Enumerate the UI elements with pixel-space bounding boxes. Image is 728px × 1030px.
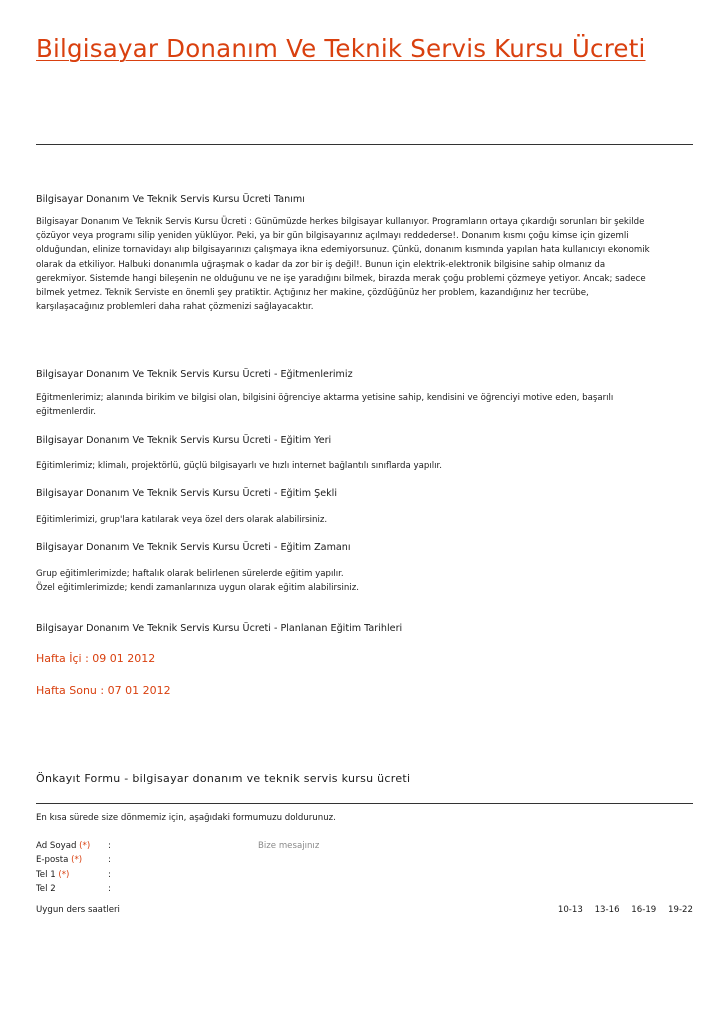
paragraph-line: Bilgisayar Donanım Ve Teknik Servis Kursu Ücreti : Günümüzde herkes bilgisayar kullanıyor. Programların ortaya çıkardığı sorunları bir şekilde: [36, 217, 645, 227]
paragraph-line: Grup eğitimlerimizde; haftalık olarak belirlenen sürelerde eğitim yapılır.: [36, 569, 344, 579]
instructors-heading: Bilgisayar Donanım Ve Teknik Servis Kursu Ücreti - Eğitmenlerimiz: [36, 369, 353, 380]
form-divider: [36, 803, 693, 804]
hours-option[interactable]: 16-19: [631, 905, 657, 915]
paragraph-line: Eğitimlerimiz; klimalı, projektörlü, güçlü bilgisayarlı ve hızlı internet bağlantılı sınıflarda yapılır.: [36, 461, 442, 471]
name-label: Ad Soyad (*): [36, 841, 91, 851]
field-colon: :: [108, 870, 111, 880]
paragraph-line: karşılaşacağınız problemleri daha rahat çözmenizi sağlayacaktır.: [36, 302, 314, 313]
email-field[interactable]: [36, 853, 236, 867]
hours-option[interactable]: 10-13: [557, 905, 583, 915]
hours-label: Uygun ders saatleri: [36, 905, 120, 915]
paragraph-line: Eğitimlerimizi, grup'lara katılarak veya özel ders olarak alabilirsiniz.: [36, 515, 328, 525]
name-field[interactable]: [36, 839, 236, 853]
field-colon: :: [108, 884, 111, 894]
paragraph-line: çözüyor veya programı silip yeniden yüklüyor. Peki, ya bir gün bilgisayarınız açılmayı reddederse!. Donanım kısmı çoğu kimse için gizemli: [36, 231, 629, 242]
paragraph-line: gerekmiyor. Sistemde hangi bileşenin ne olduğunu ve ne işe yaradığını bilmek, birazda merak çoğu problemi çözmeye yetiyor. Ancak; sadece: [36, 273, 646, 284]
paragraph-line: bilmek yetmez. Teknik Serviste en önemli şey pratiktir. Açtığınız her makine, çözdüğünüz her problem, kazandığınız her tecrübe,: [36, 288, 589, 299]
tel1-label: Tel 1 (*): [36, 870, 70, 880]
timing-paragraph: [36, 567, 688, 595]
paragraph-line: eğitmenlerdir.: [36, 407, 96, 418]
weekend-date: Hafta Sonu : 07 01 2012: [36, 684, 171, 697]
form-intro: En kısa sürede size dönmemiz için, aşağıdaki formumuzu doldurunuz.: [36, 813, 336, 823]
title-divider: [36, 144, 693, 145]
field-colon: :: [108, 855, 111, 865]
weekday-date: Hafta İçi : 09 01 2012: [36, 652, 156, 665]
page-title: Bilgisayar Donanım Ve Teknik Servis Kursu Ücreti: [36, 34, 646, 63]
tel1-field[interactable]: [36, 868, 236, 882]
format-paragraph: [36, 513, 688, 527]
required-marker: (*): [58, 870, 70, 880]
message-textarea[interactable]: Bize mesajınız: [258, 841, 320, 851]
form-title: Önkayıt Formu - bilgisayar donanım ve teknik servis kursu ücreti: [36, 772, 411, 785]
hours-option[interactable]: 19-22: [668, 905, 693, 915]
paragraph-line: olarak da etkiliyor. Halbuki donanımla uğraşmak o kadar da zor bir iş değil!. Bunun için elektrik-elektronik bilgisine sahip olmanız da: [36, 259, 606, 270]
paragraph-line: Eğitmenlerimiz; alanında birikim ve bilgisi olan, bilgisini öğrenciye aktarma yetisine sahip, kendisini ve öğrenciyi motive eden, başarılı: [36, 393, 614, 403]
instructors-paragraph: [36, 391, 688, 419]
paragraph-line: olduğundan, elinize tornavidayı alıp bilgisayarınızı çalışmaya ikna edemiyorsunuz. Çünkü, donanım kısmında yapılan hata kullanıcıyı ekonomik: [36, 245, 650, 256]
required-marker: (*): [79, 841, 91, 851]
paragraph-line: Özel eğitimlerimizde; kendi zamanlarınıza uygun olarak eğitim alabilirsiniz.: [36, 583, 359, 594]
email-label: E-posta (*): [36, 855, 83, 865]
definition-paragraph: [36, 215, 688, 314]
dates-heading: Bilgisayar Donanım Ve Teknik Servis Kursu Ücreti - Planlanan Eğitim Tarihleri: [36, 623, 403, 634]
definition-heading: Bilgisayar Donanım Ve Teknik Servis Kursu Ücreti Tanımı: [36, 194, 305, 205]
location-heading: Bilgisayar Donanım Ve Teknik Servis Kursu Ücreti - Eğitim Yeri: [36, 435, 332, 446]
tel2-field[interactable]: [36, 882, 236, 896]
hours-options: [549, 903, 693, 917]
location-paragraph: [36, 459, 688, 473]
format-heading: Bilgisayar Donanım Ve Teknik Servis Kursu Ücreti - Eğitim Şekli: [36, 488, 337, 499]
field-colon: :: [108, 841, 111, 851]
required-marker: (*): [71, 855, 83, 865]
timing-heading: Bilgisayar Donanım Ve Teknik Servis Kursu Ücreti - Eğitim Zamanı: [36, 542, 351, 553]
lesson-hours-row: [36, 903, 693, 917]
hours-option[interactable]: 13-16: [594, 905, 620, 915]
tel2-label: Tel 2: [36, 884, 56, 894]
